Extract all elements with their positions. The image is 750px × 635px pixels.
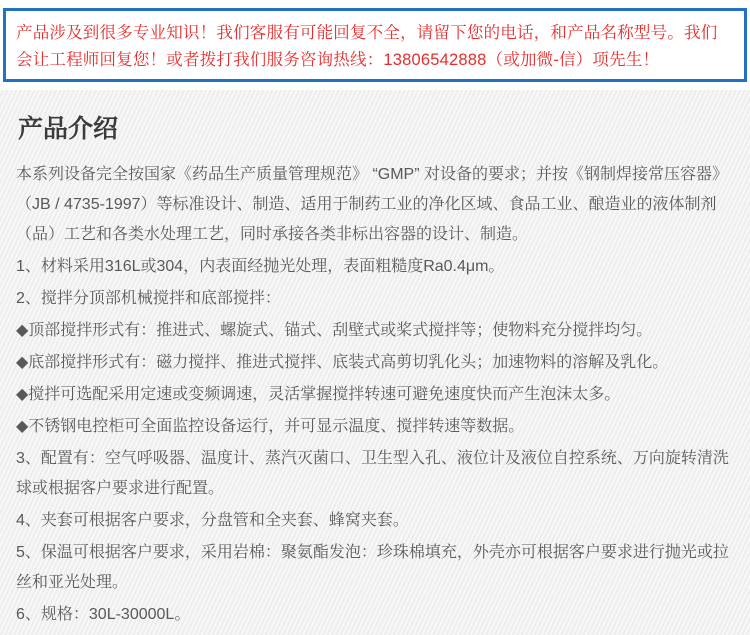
feature-bullet-top-mix: ◆顶部搅拌形式有：推进式、螺旋式、锚式、刮壁式或桨式搅拌等；使物料充分搅拌均匀。: [16, 322, 653, 339]
product-detail-page: [0, 8, 750, 635]
feature-item-4: 4、夹套可根据客户要求，分盘管和全夹套、蜂窝夹套。: [16, 512, 409, 529]
product-intro-section: [0, 90, 750, 635]
intro-paragraph: 本系列设备完全按国家《药品生产质量管理规范》 “GMP” 对设备的要求；并按《钢制焊接常压容器》（JB / 4735-1997）等标准设计、制造、适用于制药工业的净化区域、食品工业、酿造业的液体制剂（品）工艺和各类水处理工艺，同时承接各类非标出容器的设计、制造。: [16, 166, 728, 243]
section-title: 产品介绍: [18, 115, 119, 143]
feature-item-6-specs: 6、规格：30L-30000L。: [16, 606, 191, 623]
service-notice-banner: [3, 8, 747, 82]
feature-item-1: 1、材料采用316L或304，内表面经抛光处理，表面粗糙度Ra0.4μm。: [16, 258, 505, 275]
feature-bullet-speed: ◆搅拌可选配采用定速或变频调速，灵活掌握搅拌转速可避免速度快而产生泡沫太多。: [16, 386, 621, 403]
feature-bullet-bottom-mix: ◆底部搅拌形式有：磁力搅拌、推进式搅拌、底装式高剪切乳化头；加速物料的溶解及乳化。: [16, 354, 669, 371]
feature-item-3: 3、配置有：空气呼吸器、温度计、蒸汽灭菌口、卫生型入孔、液位计及液位自控系统、万向旋转清洗球或根据客户要求进行配置。: [16, 450, 729, 497]
service-notice-text: 产品涉及到很多专业知识！我们客服有可能回复不全，请留下您的电话，和产品名称型号。我们会让工程师回复您！或者拨打我们服务咨询热线：13806542888（或加微-信）项先生！: [16, 24, 718, 69]
feature-bullet-control: ◆不锈钢电控柜可全面监控设备运行，并可显示温度、搅拌转速等数据。: [16, 418, 525, 435]
feature-item-2: 2、搅拌分顶部机械搅拌和底部搅拌：: [16, 290, 281, 307]
feature-item-5: 5、保温可根据客户要求，采用岩棉：聚氨酯发泡：珍珠棉填充，外壳亦可根据客户要求进行抛光或拉丝和亚光处理。: [16, 544, 729, 591]
